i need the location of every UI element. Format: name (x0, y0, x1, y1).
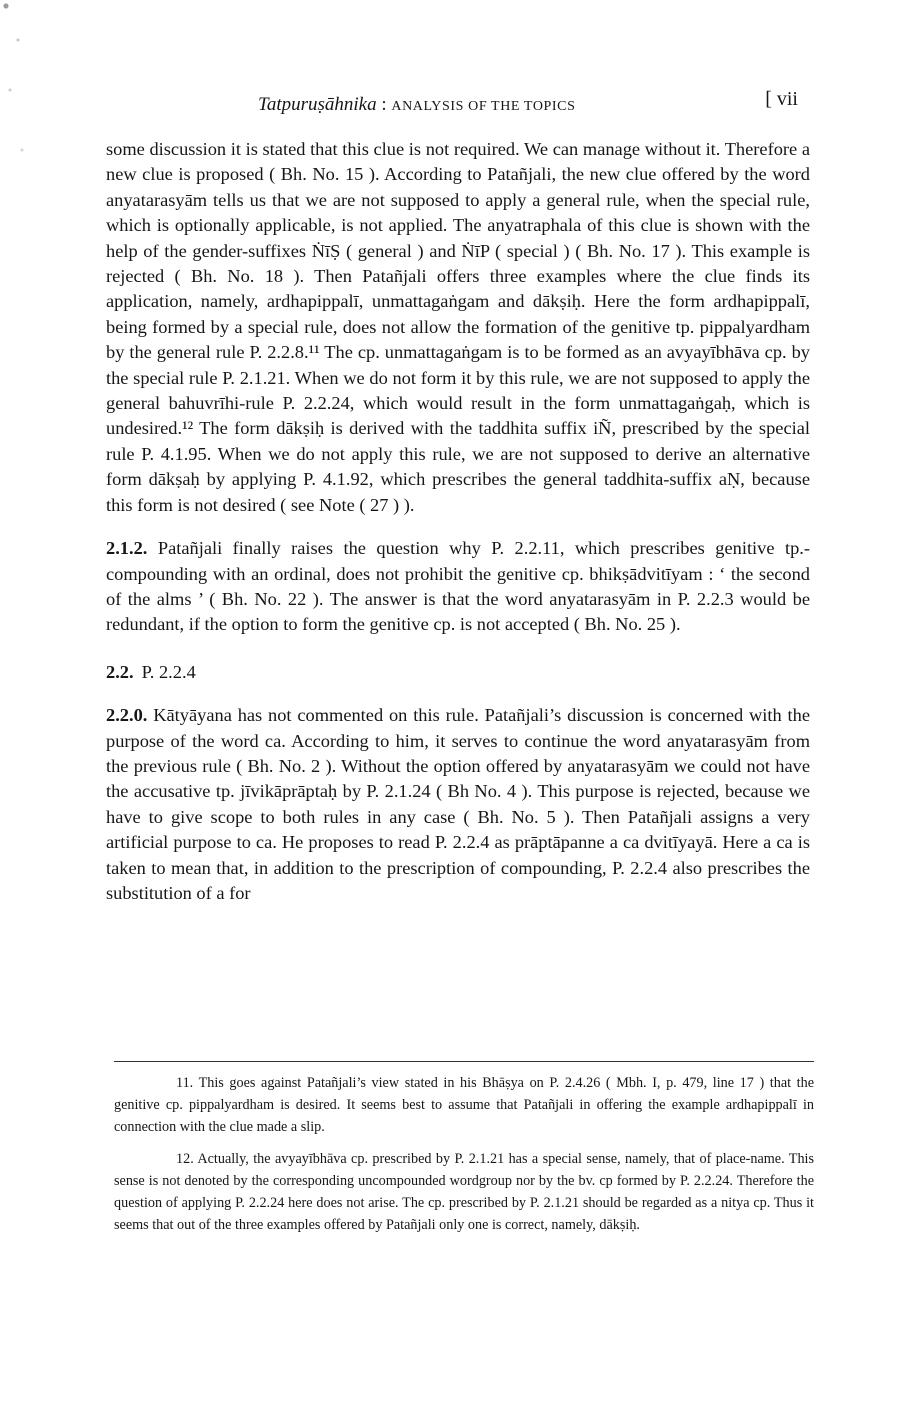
running-header (258, 88, 798, 124)
section-2-1-2 (106, 536, 810, 638)
footnote-number: 12. (176, 1151, 194, 1167)
footnote-text: Actually, the avyayībhāva cp. prescribed by P. 2.1.21 has a special sense, namely, that of place-name. This sense is not denoted by the corresponding uncompounded wordgroup nor by the bv. cp formed by P. 2.2.24. Therefore the question of applying P. 2.2.24 here does not arise. The cp. prescribed by P. 2.1.21 should be regarded as a nitya cp. Thus it seems that out of the three examples offered by Patañjali only one is correct, namely, dākṣiḥ. (114, 1151, 814, 1233)
page-number: [ vii (765, 88, 798, 110)
footnote-divider (114, 1061, 814, 1062)
footnotes (114, 1072, 814, 1246)
header-topic: ANALYSIS OF THE TOPICS (391, 99, 576, 114)
footnote-number: 11. (176, 1075, 194, 1091)
header-title: Tatpuruṣāhnika (258, 94, 377, 115)
scan-edge-speckle (0, 0, 34, 230)
footnote-11 (114, 1072, 814, 1138)
footnote-12 (114, 1148, 814, 1236)
section-label: 2.2. (106, 661, 134, 682)
section-title: P. 2.2.4 (141, 661, 196, 682)
section-label: 2.1.2. (106, 538, 148, 559)
section-2-2-0 (106, 703, 810, 906)
section-2-2-heading (106, 660, 810, 685)
main-text (106, 137, 810, 906)
footnote-text: This goes against Patañjali’s view stated in his Bhāṣya on P. 2.4.26 ( Mbh. I, p. 479, line 17 ) that the genitive cp. pippalyardham is desired. It seems best to assume that Patañjali in offering the example ardhapippalī in connection with the clue made a slip. (114, 1075, 814, 1135)
header-separator: : (381, 94, 387, 115)
section-text: Patañjali finally raises the question why P. 2.2.11, which prescribes genitive tp.-compounding with an ordinal, does not prohibit the genitive cp. bhikṣādvitīyam : ‘ the second of the alms ’ ( Bh. No. 22 ). The answer is that the word anyatarasyām in P. 2.2.3 would be redundant, if the option to form the genitive cp. is not accepted ( Bh. No. 25 ). (106, 538, 810, 635)
section-label: 2.2.0. (106, 705, 148, 726)
continuation-paragraph: some discussion it is stated that this clue is not required. We can manage without it. Therefore a new clue is proposed ( Bh. No. 15 ). According to Patañjali, the new clue offered by the word anyatarasyām tells us that we are not supposed to apply a general rule, when the special rule, which is optionally applicable, is not applied. The anyatraphala of this clue is shown with the help of the gender-suffixes ṄīṢ ( general ) and ṄīP ( special ) ( Bh. No. 17 ). This example is rejected ( Bh. No. 18 ). Then Patañjali offers three examples where the clue finds its application, namely, ardhapippalī, unmattagaṅgam and dākṣiḥ. Here the form ardhapippalī, being formed by a special rule, does not allow the formation of the genitive tp. pippalyardham by the general rule P. 2.2.8.¹¹ The cp. unmattagaṅgam is to be formed as an avyayībhāva cp. by the special rule P. 2.1.21. When we do not form it by this rule, we are not supposed to apply the general bahuvrīhi-rule P. 2.2.24, which would result in the form unmattagaṅgaḥ, which is undesired.¹² The form dākṣiḥ is derived with the taddhita suffix iÑ, prescribed by the special rule P. 4.1.95. When we do not apply this rule, we are not supposed to derive an alternative form dākṣaḥ by applying P. 4.1.92, which prescribes the general taddhita-suffix aṆ, because this form is not desired ( see Note ( 27 ) ). (106, 139, 810, 515)
header-title-group (258, 94, 576, 116)
section-text: Kātyāyana has not commented on this rule. Patañjali’s discussion is concerned with the purpose of the word ca. According to him, it serves to continue the word anyatarasyām from the previous rule ( Bh. No. 2 ). Without the option offered by anyatarasyām we could not have the accusative tp. jīvikāprāptaḥ by P. 2.1.24 ( Bh No. 4 ). This purpose is rejected, because we have to give scope to both rules in any case ( Bh. No. 5 ). Then Patañjali assigns a very artificial purpose to ca. He proposes to read P. 2.2.4 as prāptāpanne a ca dvitīyayā. Here a ca is taken to mean that, in addition to the prescription of compounding, P. 2.2.4 also prescribes the substitution of a for (106, 705, 810, 903)
